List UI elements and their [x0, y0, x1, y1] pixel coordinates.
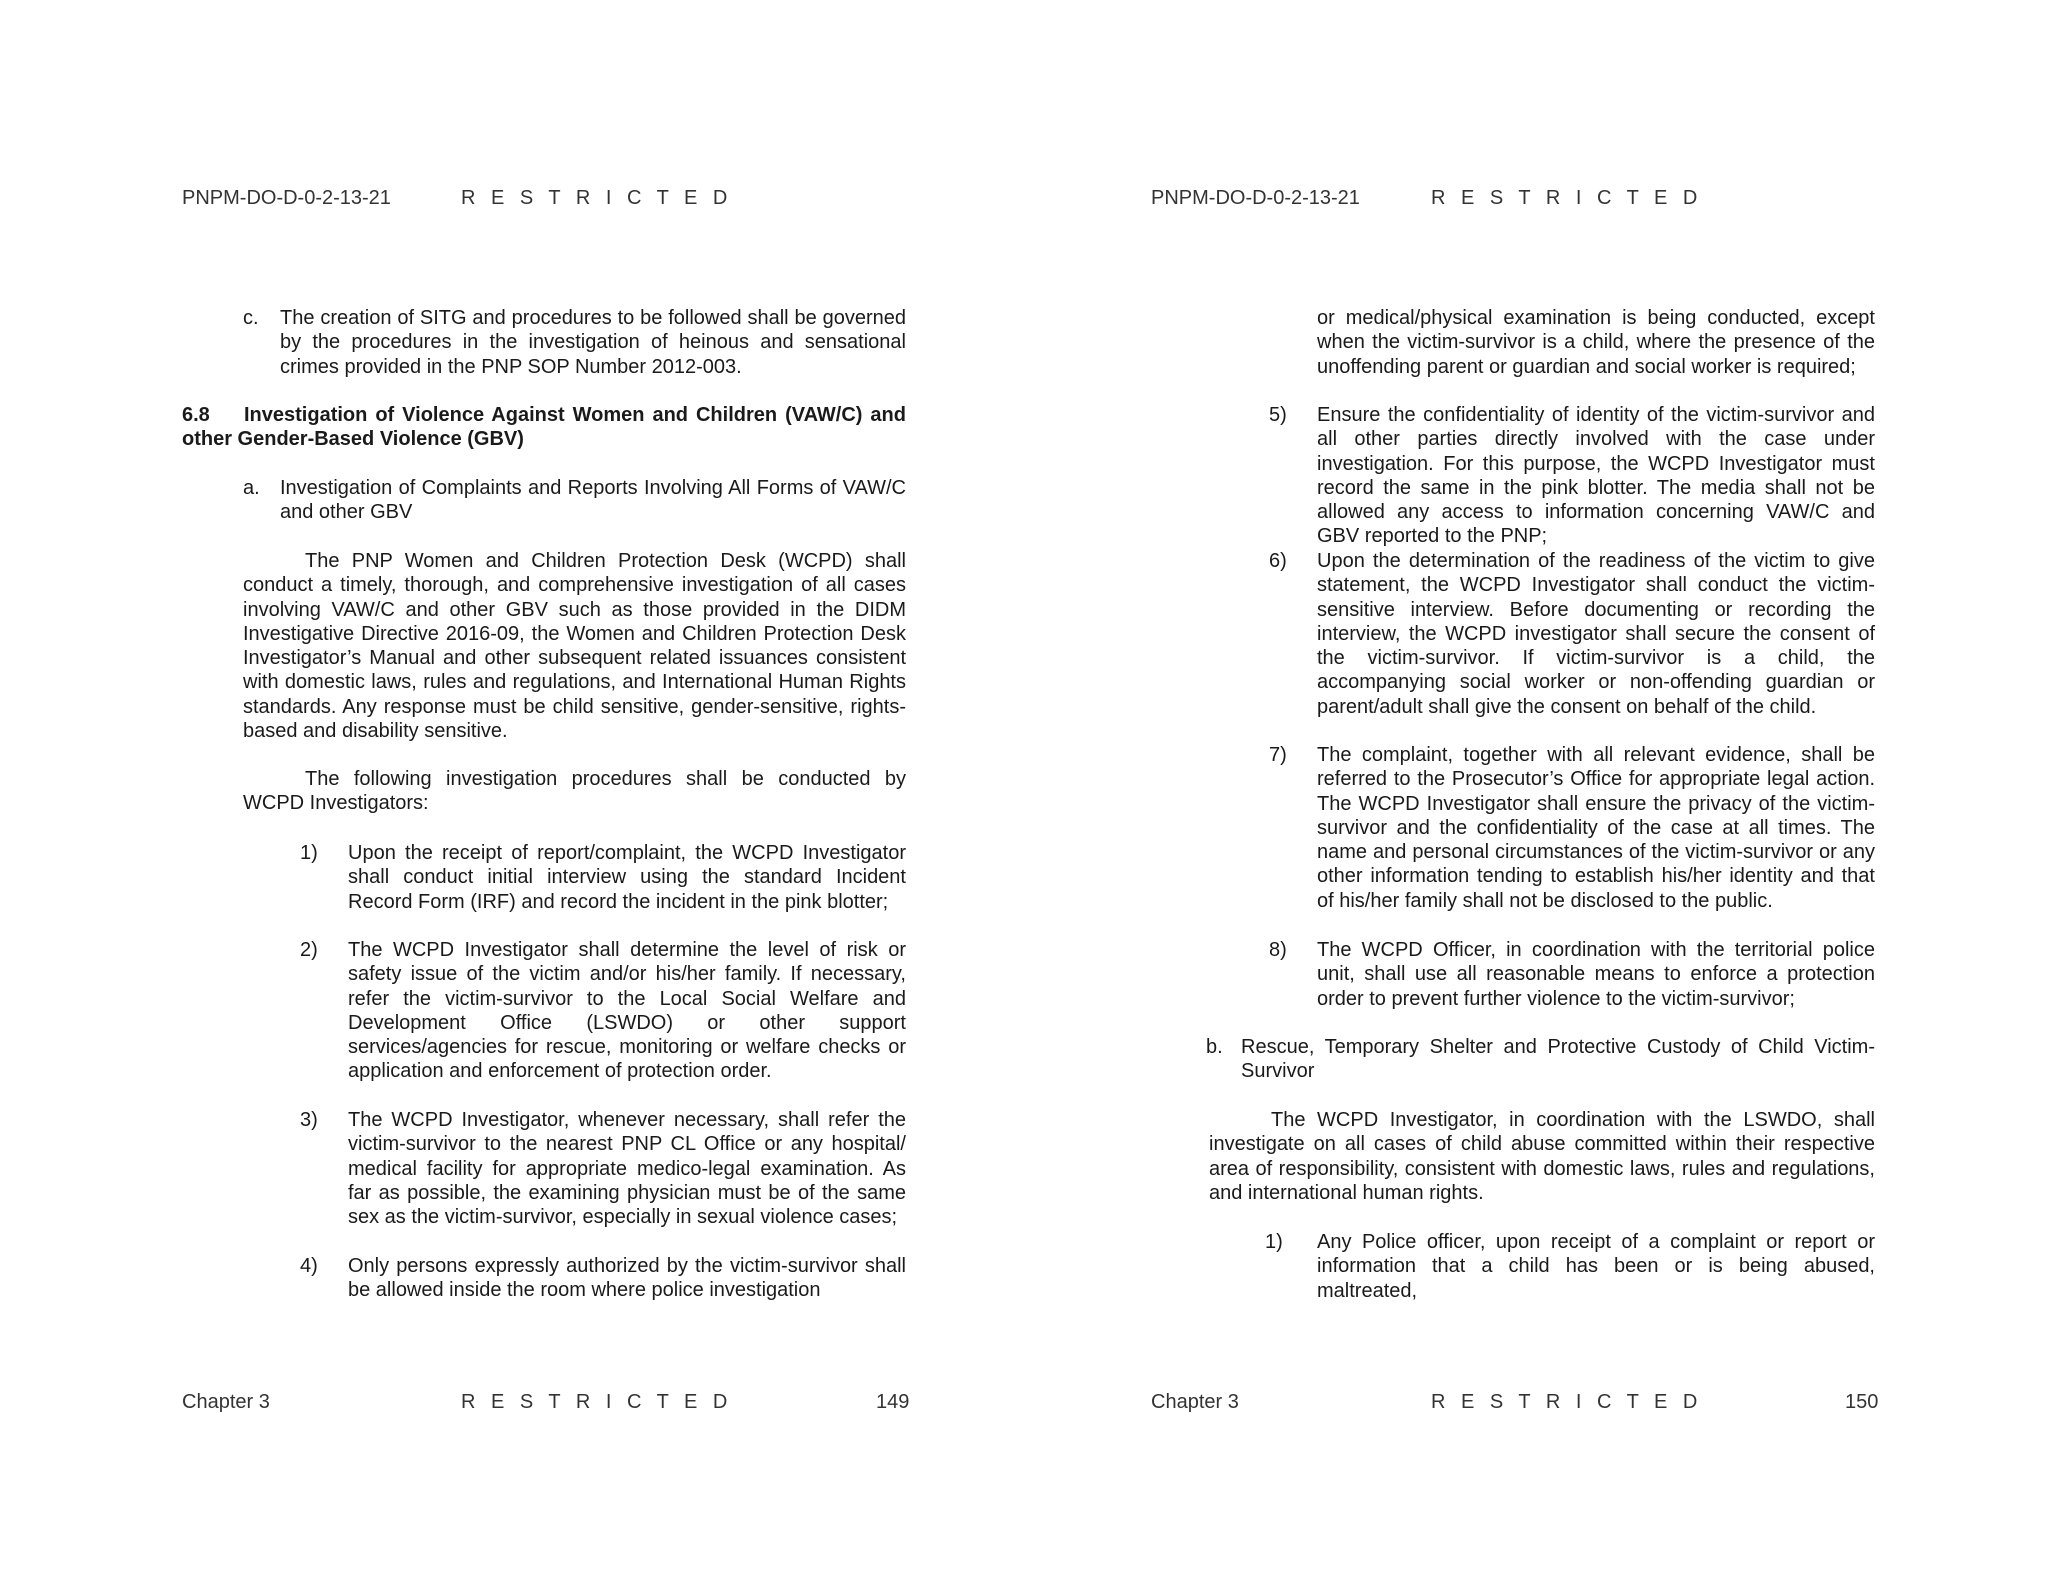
section-title: Investigation of Violence Against Women and Children (VAW/C) and other Gender-Based Violence (GBV): [182, 404, 906, 451]
item-a-text: Investigation of Complaints and Reports Involving All Forms of VAW/C and other GBV: [280, 477, 906, 524]
right-page: [1024, 0, 2048, 1582]
section-heading: [182, 403, 906, 452]
item-b-marker: b.: [1206, 1036, 1223, 1058]
step-4-continuation: or medical/physical examination is being conducted, except when the victim-survivor is a child, where the presence of the unoffending parent or guardian and social worker is required;: [1317, 307, 1875, 378]
header-doc-code: PNPM-DO-D-0-2-13-21: [1151, 187, 1360, 209]
footer-chapter: Chapter 3: [1151, 1391, 1239, 1413]
item-c-text: The creation of SITG and procedures to be followed shall be governed by the procedures in the investigation of heinous and sensational crimes provided in the PNP SOP Number 2012-003.: [280, 307, 906, 378]
footer-chapter: Chapter 3: [182, 1391, 270, 1413]
step-6-text: Upon the determination of the readiness of the victim to give statement, the WCPD Investigator shall conduct the victim-sensitive interview. Before documenting or recording the interview, the WCPD investigator shall secure the consent of the victim-survivor. If victim-survivor is a child, the accompanying social worker or non-offending guardian or parent/adult shall give the consent on behalf of the child.: [1317, 550, 1875, 718]
step-b1-text: Any Police officer, upon receipt of a complaint or report or information that a child has been or is being abused, maltreated,: [1317, 1231, 1875, 1302]
step-7-marker: 7): [1269, 744, 1287, 766]
step-b1-marker: 1): [1265, 1231, 1283, 1253]
paragraph-wcpd-investigation: The PNP Women and Children Protection Desk (WCPD) shall conduct a timely, thorough, and comprehensive investigation of all cases involving VAW/C and other GBV such as those provided in the DIDM Investigative Directive 2016-09, the Women and Children Protection Desk Investigator’s Manual and other subsequent related issuances consistent with domestic laws, rules and regulations, and International Human Rights standards. Any response must be child sensitive, gender-sensitive, rights-based and disability sensitive.: [243, 550, 906, 743]
paragraph-child-abuse: The WCPD Investigator, in coordination with the LSWDO, shall investigate on all cases of child abuse committed within their respective area of responsibility, consistent with domestic laws, rules and regulations, and international human rights.: [1209, 1109, 1875, 1204]
step-1-marker: 1): [300, 842, 318, 864]
step-2-text: The WCPD Investigator shall determine the level of risk or safety issue of the victim and/or his/her family. If necessary, refer the victim-survivor to the Local Social Welfare and Development Office (LSWDO) or other support services/agencies for rescue, monitoring or welfare checks or application and enforcement of protection order.: [348, 939, 906, 1083]
footer-classification: R E S T R I C T E D: [461, 1391, 733, 1413]
footer-page-number: 149: [876, 1391, 910, 1413]
header-doc-code: PNPM-DO-D-0-2-13-21: [182, 187, 391, 209]
item-a-marker: a.: [243, 477, 260, 499]
step-4-text: Only persons expressly authorized by the victim-survivor shall be allowed inside the room where police investigation: [348, 1255, 906, 1302]
step-3-marker: 3): [300, 1109, 318, 1131]
step-3-text: The WCPD Investigator, whenever necessary, shall refer the victim-survivor to the nearest PNP CL Office or any hospital/ medical facility for appropriate medico-legal examination. As far as possible, the examining physician must be of the same sex as the victim-survivor, especially in sexual violence cases;: [348, 1109, 906, 1229]
item-b-text: Rescue, Temporary Shelter and Protective Custody of Child Victim-Survivor: [1241, 1036, 1875, 1083]
step-1-text: Upon the receipt of report/complaint, the WCPD Investigator shall conduct initial interview using the standard Incident Record Form (IRF) and record the incident in the pink blotter;: [348, 842, 906, 913]
step-5-marker: 5): [1269, 404, 1287, 426]
footer-page-number: 150: [1845, 1391, 1879, 1413]
step-8-marker: 8): [1269, 939, 1287, 961]
step-6-marker: 6): [1269, 550, 1287, 572]
header-classification: R E S T R I C T E D: [1431, 187, 1703, 209]
step-7-text: The complaint, together with all relevant evidence, shall be referred to the Prosecutor’s Office for appropriate legal action. The WCPD Investigator shall ensure the privacy of the victim-survivor and the confidentiality of the case at all times. The name and personal circumstances of the victim-survivor or any other information tending to establish his/her identity and that of his/her family shall not be disclosed to the public.: [1317, 744, 1875, 912]
footer-classification: R E S T R I C T E D: [1431, 1391, 1703, 1413]
item-c-marker: c.: [243, 307, 259, 329]
header-classification: R E S T R I C T E D: [461, 187, 733, 209]
section-number: 6.8: [182, 404, 210, 426]
step-2-marker: 2): [300, 939, 318, 961]
step-8-text: The WCPD Officer, in coordination with the territorial police unit, shall use all reasonable means to enforce a protection order to prevent further violence to the victim-survivor;: [1317, 939, 1875, 1010]
step-5-text: Ensure the confidentiality of identity of the victim-survivor and all other parties directly involved with the case under investigation. For this purpose, the WCPD Investigator must record the same in the pink blotter. The media shall not be allowed any access to information concerning VAW/C and GBV reported to the PNP;: [1317, 404, 1875, 548]
paragraph-procedures-intro: The following investigation procedures shall be conducted by WCPD Investigators:: [243, 768, 906, 815]
step-4-marker: 4): [300, 1255, 318, 1277]
